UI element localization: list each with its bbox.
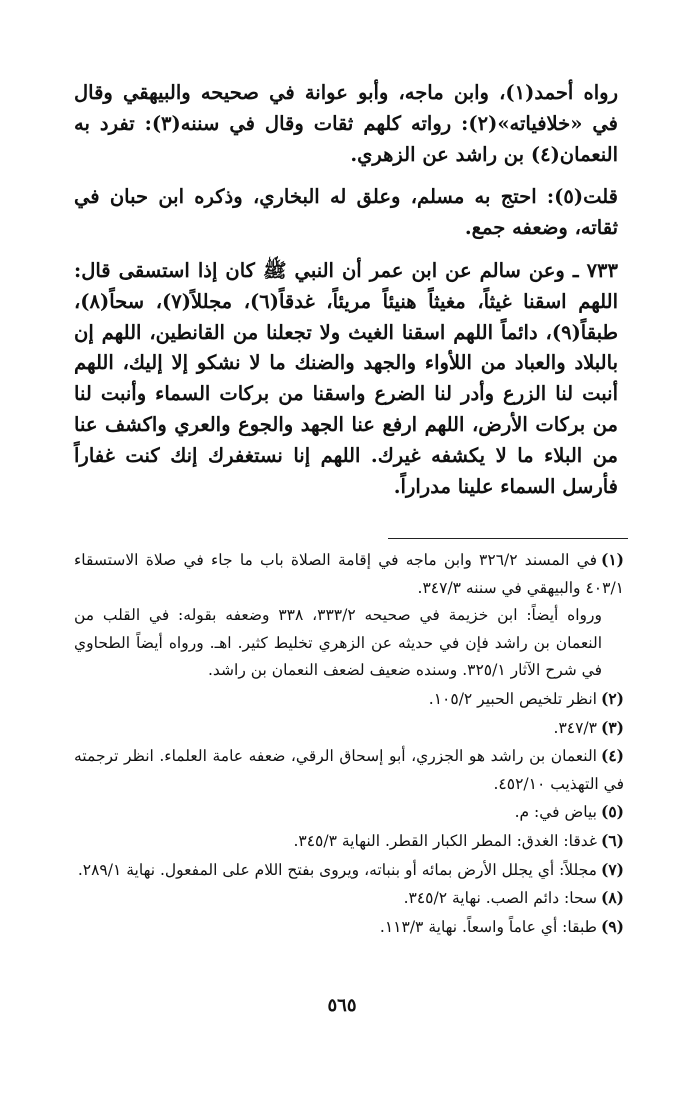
footnote-separator bbox=[388, 538, 628, 539]
footnote-text: مجللاً: أي يجلل الأرض بمائه أو بنباته، ويروى بفتح اللام على المفعول. نهاية ٢٨٩/١. bbox=[77, 860, 597, 879]
footnote-4 bbox=[74, 742, 624, 798]
footnote-number: (٣) bbox=[600, 717, 624, 737]
footnote-number: (٩) bbox=[600, 916, 624, 936]
footnote-text: بياض في: م. bbox=[514, 803, 597, 822]
footnotes bbox=[74, 546, 624, 941]
footnote-6 bbox=[74, 827, 624, 856]
footnote-1-continuation bbox=[74, 602, 624, 685]
footnote-7 bbox=[74, 856, 624, 885]
footnote-text: النعمان بن راشد هو الجزري، أبو إسحاق الرقي، ضعفه عامة العلماء. انظر ترجمته في التهذيب ٤٥٢/١٠. bbox=[74, 747, 624, 793]
footnote-9 bbox=[74, 913, 624, 942]
footnote-number: (٢) bbox=[600, 688, 624, 708]
footnote-3 bbox=[74, 714, 624, 743]
footnote-text: في المسند ٣٢٦/٢ وابن ماجه في إقامة الصلاة باب ما جاء في صلاة الاستسقاء ٤٠٣/١ والبيهقي في سننه ٣٤٧/٣. bbox=[74, 551, 624, 597]
footnote-text: غدقا: الغدق: المطر الكبار القطر. النهاية ٣٤٥/٣. bbox=[293, 831, 597, 850]
footnote-text: انظر تلخيص الحبير ١٠٥/٢. bbox=[428, 689, 597, 708]
main-text bbox=[74, 78, 618, 514]
footnote-text: طبقا: أي عاماً واسعاً. نهاية ١١٣/٣. bbox=[379, 917, 597, 936]
footnote-text: ٣٤٧/٣. bbox=[553, 718, 597, 737]
paragraph-2: قلت(٥): احتج به مسلم، وعلق له البخاري، وذكره ابن حبان في ثقاته، وضعفه جمع. bbox=[74, 185, 618, 240]
footnote-1 bbox=[74, 546, 624, 602]
footnote-text: ورواه أيضاً: ابن خزيمة في صحيحه ٣٣٣/٢، ٣٣٨ وضعفه بقوله: في القلب من النعمان بن راشد فإن في حديثه عن الزهري تخليط كثير. اهـ. ورواه أيضاً الطحاوي في شرح الآثار ٣٢٥/١. وسنده ضعيف لضعف النعمان بن راشد. bbox=[74, 606, 603, 680]
footnote-number: (٨) bbox=[600, 888, 624, 908]
footnote-8 bbox=[74, 884, 624, 913]
paragraph-3: ٧٣٣ ـ وعن سالم عن ابن عمر أن النبي ﷺ كان إذا استسقى قال: اللهم اسقنا غيثاً، مغيثاً هنيئاً مريئاً، غدقاً(٦)، مجللاً(٧)، سحاً(٨)، طبقاً(٩)، دائماً اللهم اسقنا الغيث ولا تجعلنا من القانطين، اللهم إن بالبلاد والعباد من اللأواء والجهد والضنك ما لا نشكو إلا إليك، اللهم أنبت لنا الزرع وأدر لنا الضرع واسقنا من بركات السماء وأنبت لنا من بركات الأرض، اللهم ارفع عنا الجهد والجوع والعري واكشف عنا من البلاء ما لا يكشفه غيرك. اللهم إنا نستغفرك إنك كنت غفاراً فأرسل السماء علينا مدراراً. bbox=[74, 258, 619, 498]
footnote-2 bbox=[74, 685, 624, 714]
page-number: ٥٦٥ bbox=[327, 995, 357, 1016]
footnote-5 bbox=[74, 798, 624, 827]
footnote-text: سحا: دائم الصب. نهاية ٣٤٥/٢. bbox=[403, 889, 597, 908]
footnote-number: (٥) bbox=[600, 802, 624, 822]
footnote-number: (٦) bbox=[600, 830, 624, 850]
paragraph-1: رواه أحمد(١)، وابن ماجه، وأبو عوانة في صحيحه والبيهقي وقال في «خلافياته»(٢): رواته كلهم ثقات وقال في سننه(٣): تفرد به النعمان(٤) بن راشد عن الزهري. bbox=[74, 81, 618, 166]
footnote-number: (٤) bbox=[600, 746, 624, 766]
footnote-number: (١) bbox=[600, 550, 624, 569]
footnote-number: (٧) bbox=[600, 859, 624, 879]
